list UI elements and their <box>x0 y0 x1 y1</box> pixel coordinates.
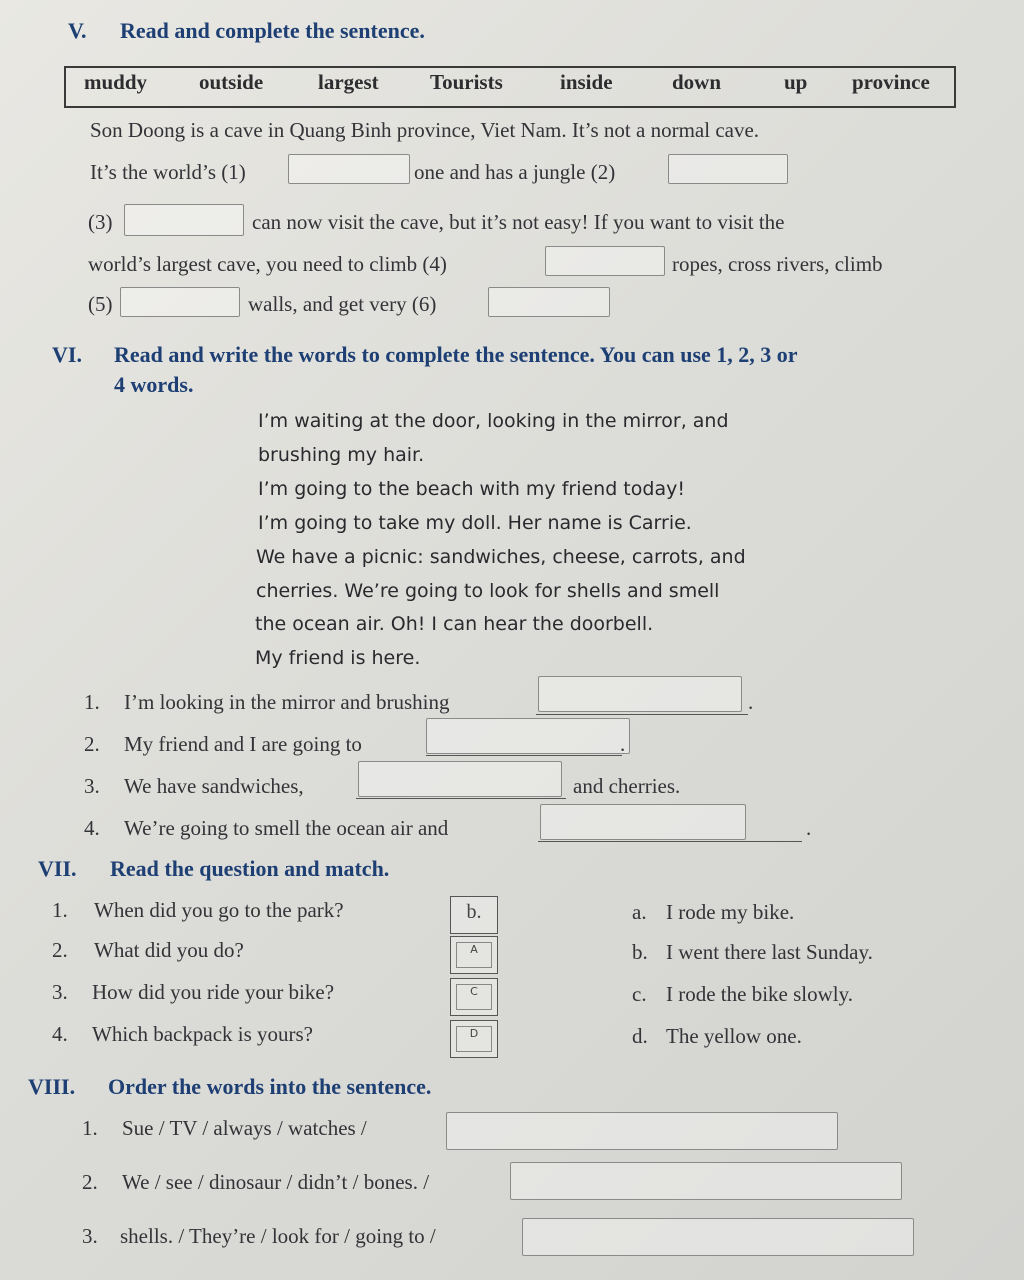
section-8-number: VIII. <box>28 1074 76 1099</box>
match-question-number: 4. <box>52 1022 68 1046</box>
answer-4-input[interactable] <box>540 804 746 840</box>
blank-5-input[interactable] <box>120 287 240 317</box>
order-item-words: We / see / dinosaur / didn’t / bones. / <box>122 1170 430 1194</box>
passage-text: one and has a jungle (2) <box>414 160 616 184</box>
section-5-number: V. <box>68 18 87 43</box>
question-number: 1. <box>84 690 100 714</box>
blank-1-input[interactable] <box>288 154 410 184</box>
word-bank-word: inside <box>560 70 613 94</box>
match-question-text: Which backpack is yours? <box>92 1022 314 1046</box>
answer-2-input[interactable] <box>426 718 630 754</box>
match-answer-value: C <box>456 984 492 1010</box>
story-line: I’m going to the beach with my friend today! <box>258 478 685 500</box>
match-option-text: The yellow one. <box>666 1024 802 1048</box>
question-punct: . <box>620 732 626 756</box>
question-number: 3. <box>84 774 100 798</box>
match-answer-value: b. <box>466 901 482 923</box>
passage-text: can now visit the cave, but it’s not easy! If you want to visit the <box>252 210 785 234</box>
answer-1-input[interactable] <box>538 676 742 712</box>
match-answer-value: A <box>456 942 492 968</box>
story-line: cherries. We’re going to look for shells and smell <box>256 580 720 602</box>
order-item-number: 2. <box>82 1170 98 1194</box>
answer-line <box>538 841 802 842</box>
order-answer-1-input[interactable] <box>446 1112 838 1150</box>
section-6-number: VI. <box>52 342 82 367</box>
question-text: We have sandwiches, <box>124 774 304 798</box>
question-punct: . <box>806 816 812 840</box>
order-item-words: Sue / TV / always / watches / <box>122 1116 367 1140</box>
section-6-heading: Read and write the words to complete the sentence. You can use 1, 2, 3 or <box>114 342 798 367</box>
order-item-number: 1. <box>82 1116 98 1140</box>
answer-line <box>536 714 748 715</box>
word-bank-word: down <box>672 70 722 94</box>
passage-text: world’s largest cave, you need to climb (4) <box>88 252 447 276</box>
passage-text: walls, and get very (6) <box>248 292 437 316</box>
question-text: My friend and I are going to <box>124 732 362 756</box>
section-7-heading: Read the question and match. <box>110 856 390 881</box>
passage-line: Son Doong is a cave in Quang Binh province, Viet Nam. It’s not a normal cave. <box>90 118 760 142</box>
story-line: I’m waiting at the door, looking in the mirror, and <box>258 410 729 432</box>
match-question-text: What did you do? <box>94 938 244 962</box>
match-answer-value: D <box>456 1026 492 1052</box>
story-line: I’m going to take my doll. Her name is Carrie. <box>258 512 692 534</box>
word-bank-word: up <box>784 70 808 94</box>
match-option-text: I rode the bike slowly. <box>666 982 854 1006</box>
question-text: We’re going to smell the ocean air and <box>124 816 449 840</box>
story-line: brushing my hair. <box>258 444 425 466</box>
match-question-number: 3. <box>52 980 68 1004</box>
match-question-number: 2. <box>52 938 68 962</box>
section-6-heading-cont: 4 words. <box>114 372 194 397</box>
word-bank-word: Tourists <box>430 70 503 94</box>
word-bank-word: outside <box>199 70 264 94</box>
story-line: We have a picnic: sandwiches, cheese, carrots, and <box>256 546 746 568</box>
word-bank-word: largest <box>318 70 379 94</box>
answer-line <box>356 798 566 799</box>
question-number: 4. <box>84 816 100 840</box>
word-bank <box>64 66 956 108</box>
match-question-text: When did you go to the park? <box>94 898 344 922</box>
blank-6-input[interactable] <box>488 287 610 317</box>
order-answer-2-input[interactable] <box>510 1162 902 1200</box>
match-option-letter: b. <box>632 940 648 964</box>
question-text: I’m looking in the mirror and brushing <box>124 690 450 714</box>
match-option-letter: a. <box>632 900 647 924</box>
match-option-text: I rode my bike. <box>666 900 795 924</box>
story-line: the ocean air. Oh! I can hear the doorbell. <box>255 613 654 635</box>
story-line: My friend is here. <box>255 647 421 669</box>
blank-4-input[interactable] <box>545 246 665 276</box>
section-7-number: VII. <box>38 856 77 881</box>
passage-text: (5) <box>88 292 113 316</box>
match-answer-1-input[interactable] <box>450 896 498 934</box>
question-punct: . <box>748 690 754 714</box>
passage-text: It’s the world’s (1) <box>90 160 246 184</box>
match-answer-2-input[interactable] <box>450 936 498 974</box>
question-text-after: and cherries. <box>573 774 681 798</box>
word-bank-word: province <box>852 70 930 94</box>
match-answer-4-input[interactable] <box>450 1020 498 1058</box>
passage-text: ropes, cross rivers, climb <box>672 252 883 276</box>
word-bank-word: muddy <box>84 70 148 94</box>
passage-text: (3) <box>88 210 113 234</box>
blank-3-input[interactable] <box>124 204 244 236</box>
match-answer-3-input[interactable] <box>450 978 498 1016</box>
match-option-letter: c. <box>632 982 647 1006</box>
match-option-letter: d. <box>632 1024 648 1048</box>
order-item-number: 3. <box>82 1224 98 1248</box>
question-number: 2. <box>84 732 100 756</box>
section-8-heading: Order the words into the sentence. <box>108 1074 432 1099</box>
section-5-heading: Read and complete the sentence. <box>120 18 425 43</box>
order-answer-3-input[interactable] <box>522 1218 914 1256</box>
blank-2-input[interactable] <box>668 154 788 184</box>
match-question-number: 1. <box>52 898 68 922</box>
order-item-words: shells. / They’re / look for / going to / <box>120 1224 436 1248</box>
match-question-text: How did you ride your bike? <box>92 980 335 1004</box>
answer-3-input[interactable] <box>358 761 562 797</box>
match-option-text: I went there last Sunday. <box>666 940 873 964</box>
answer-line <box>426 755 622 756</box>
